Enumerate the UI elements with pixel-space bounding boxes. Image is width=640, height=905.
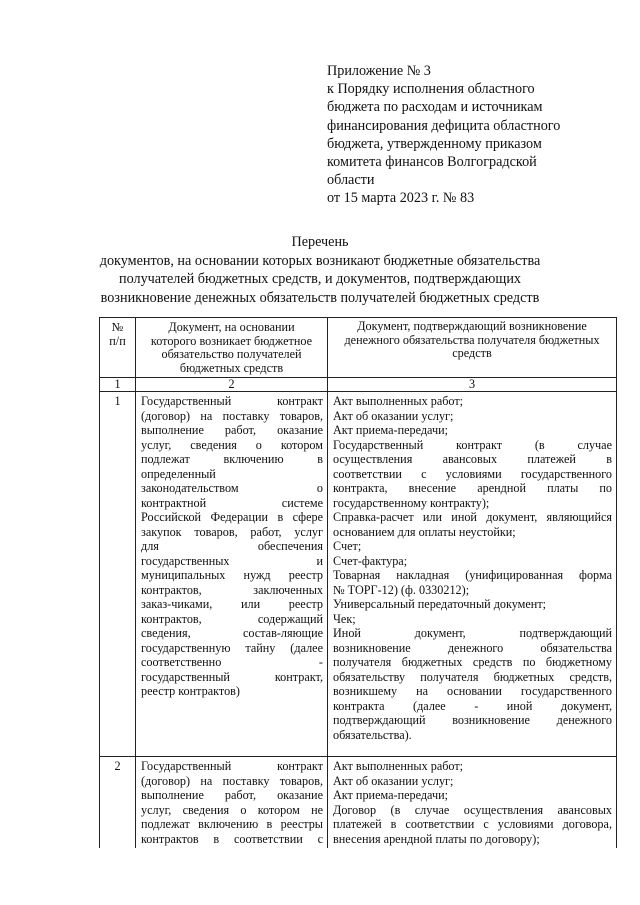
- cell-line: платежей в соответствии с условиями договора,: [333, 817, 612, 832]
- appendix-line: от 15 марта 2023 г. № 83: [327, 190, 475, 207]
- cell-line: услуг, сведения о котором: [141, 437, 323, 452]
- header-line: Документ, подтверждающий возникновение: [357, 319, 587, 333]
- cell-line: Акт выполненных работ;: [333, 759, 464, 774]
- table-row: [100, 757, 617, 849]
- cell-line: осуществления авансовых платежей в: [333, 452, 612, 467]
- header-line: бюджетных средств: [179, 360, 284, 375]
- title-line: получателей бюджетных средств, и документов, подтверждающих: [119, 271, 521, 287]
- cell-line: основанием для оплаты неустойки;: [333, 524, 516, 539]
- cell-line: Счет-фактура;: [333, 553, 408, 568]
- header-doc-basis: [136, 318, 328, 378]
- cell-line: Товарная накладная (унифицированная форма: [333, 568, 612, 583]
- doc-confirm-cell: [328, 757, 617, 849]
- cell-line: Государственный контракт (в случае: [333, 437, 612, 452]
- cell-line: Акт выполненных работ;: [333, 394, 464, 409]
- cell-line: для обеспечения: [141, 539, 323, 554]
- cell-line: № ТОРГ-12) (ф. 0330212);: [333, 582, 470, 597]
- cell-line: возникновение денежного обязательства: [333, 640, 612, 655]
- cell-line: Акт приема-передачи;: [333, 788, 449, 803]
- cell-line: контрактов, содержащий: [141, 611, 323, 626]
- appendix-line: бюджета по расходам и источникам: [327, 99, 543, 116]
- document-title: [0, 233, 640, 307]
- appendix-line: бюджета, утвержденному приказом: [327, 135, 542, 152]
- title-line: Перечень: [291, 234, 349, 250]
- cell-line: выполнение работ, оказание: [141, 423, 323, 438]
- cell-line: контрактов в соответствии с: [141, 831, 323, 846]
- header-line: №: [111, 320, 124, 334]
- row-number: 2: [100, 757, 136, 849]
- cell-line: Счет;: [333, 539, 362, 554]
- cell-line: Акт об оказании услуг;: [333, 773, 454, 788]
- table-row: [100, 392, 617, 757]
- cell-line: заказ-чиками, или реестр: [141, 597, 323, 612]
- appendix-line: области: [327, 172, 375, 189]
- cell-line: возникшему на основании государственного: [333, 684, 612, 699]
- header-doc-confirm: [328, 318, 617, 378]
- cell-line: Чек;: [333, 611, 356, 626]
- cell-line: определенный: [141, 466, 216, 481]
- appendix-line: Приложение № 3: [327, 63, 431, 79]
- cell-line: реестр контрактов): [141, 684, 240, 699]
- column-numbers-row: [100, 378, 617, 392]
- cell-line: внесения арендной платы по договору);: [333, 831, 540, 846]
- appendix-line: к Порядку исполнения областного: [327, 81, 535, 98]
- header-line: денежного обязательства получателя бюджетных: [344, 332, 600, 347]
- cell-line: Договор (в случае осуществления авансовых: [333, 802, 612, 817]
- cell-line: Акт приема-передачи;: [333, 423, 449, 438]
- cell-line: контракта (далее - иной документ,: [333, 698, 612, 713]
- doc-basis-cell: [136, 392, 328, 757]
- header-line: Документ, на основании: [168, 320, 295, 334]
- column-number: 3: [328, 378, 617, 392]
- cell-line: государственную тайну (далее: [141, 640, 323, 655]
- cell-line: контракта, внесение арендной платы по: [333, 481, 612, 496]
- cell-line: муниципальных нужд реестр: [141, 568, 323, 583]
- table-header-row: [100, 318, 617, 378]
- cell-line: соответственно -: [141, 655, 323, 670]
- row-number: 1: [100, 392, 136, 757]
- cell-line: Иной документ, подтверждающий: [333, 626, 612, 641]
- cell-line: Государственный контракт: [141, 759, 323, 774]
- cell-line: (договор) на поставку товаров,: [141, 773, 323, 788]
- cell-line: Российской Федерации в сфере: [141, 510, 323, 525]
- cell-line: (договор) на поставку товаров,: [141, 408, 323, 423]
- header-number: [100, 318, 136, 378]
- cell-line: Справка-расчет или иной документ, являющийся: [333, 510, 612, 525]
- column-number: 2: [136, 378, 328, 392]
- cell-line: подлежат включению в: [141, 452, 323, 467]
- appendix-line: комитета финансов Волгоградской: [327, 154, 537, 171]
- cell-line: государственных и: [141, 553, 323, 568]
- cell-line: обязательства).: [333, 727, 412, 742]
- cell-line: законодательством о: [141, 481, 323, 496]
- header-line: которого возникает бюджетное: [150, 333, 313, 348]
- header-line: обязательство получателей: [161, 347, 302, 362]
- cell-line: закупок товаров, работ, услуг: [141, 524, 323, 539]
- header-line: средств: [452, 346, 492, 361]
- appendix-line: финансирования дефицита областного: [327, 117, 561, 134]
- cell-line: выполнение работ, оказание: [141, 788, 323, 803]
- cell-line: Государственный контракт: [141, 394, 323, 409]
- cell-line: Универсальный передаточный документ;: [333, 597, 547, 612]
- cell-line: подлежат включению в реестры: [141, 817, 323, 832]
- cell-line: соответствии с условиями государственного: [333, 466, 612, 481]
- cell-line: услуг, сведения о котором не: [141, 802, 323, 817]
- cell-line: контрактной системе: [141, 495, 323, 510]
- cell-line: Акт об оказании услуг;: [333, 408, 454, 423]
- cell-line: государственный контракт,: [141, 669, 323, 684]
- cell-line: государственному контракту);: [333, 495, 490, 510]
- title-line: возникновение денежных обязательств получателей бюджетных средств: [100, 289, 540, 306]
- doc-confirm-cell: [328, 392, 617, 757]
- appendix-block: [327, 62, 617, 208]
- header-line: п/п: [109, 333, 126, 348]
- cell-line: обязательству получателя бюджетных средств,: [333, 669, 612, 684]
- cell-line: сведения, состав-ляющие: [141, 626, 323, 641]
- cell-line: контрактов, заключенных: [141, 582, 323, 597]
- documents-table: [99, 317, 617, 848]
- doc-basis-cell: [136, 757, 328, 849]
- title-line: документов, на основании которых возникают бюджетные обязательства: [99, 252, 541, 269]
- column-number: 1: [100, 378, 136, 392]
- cell-line: получателя бюджетных средств по бюджетному: [333, 655, 612, 670]
- cell-line: подтверждающий возникновение денежного: [333, 713, 612, 728]
